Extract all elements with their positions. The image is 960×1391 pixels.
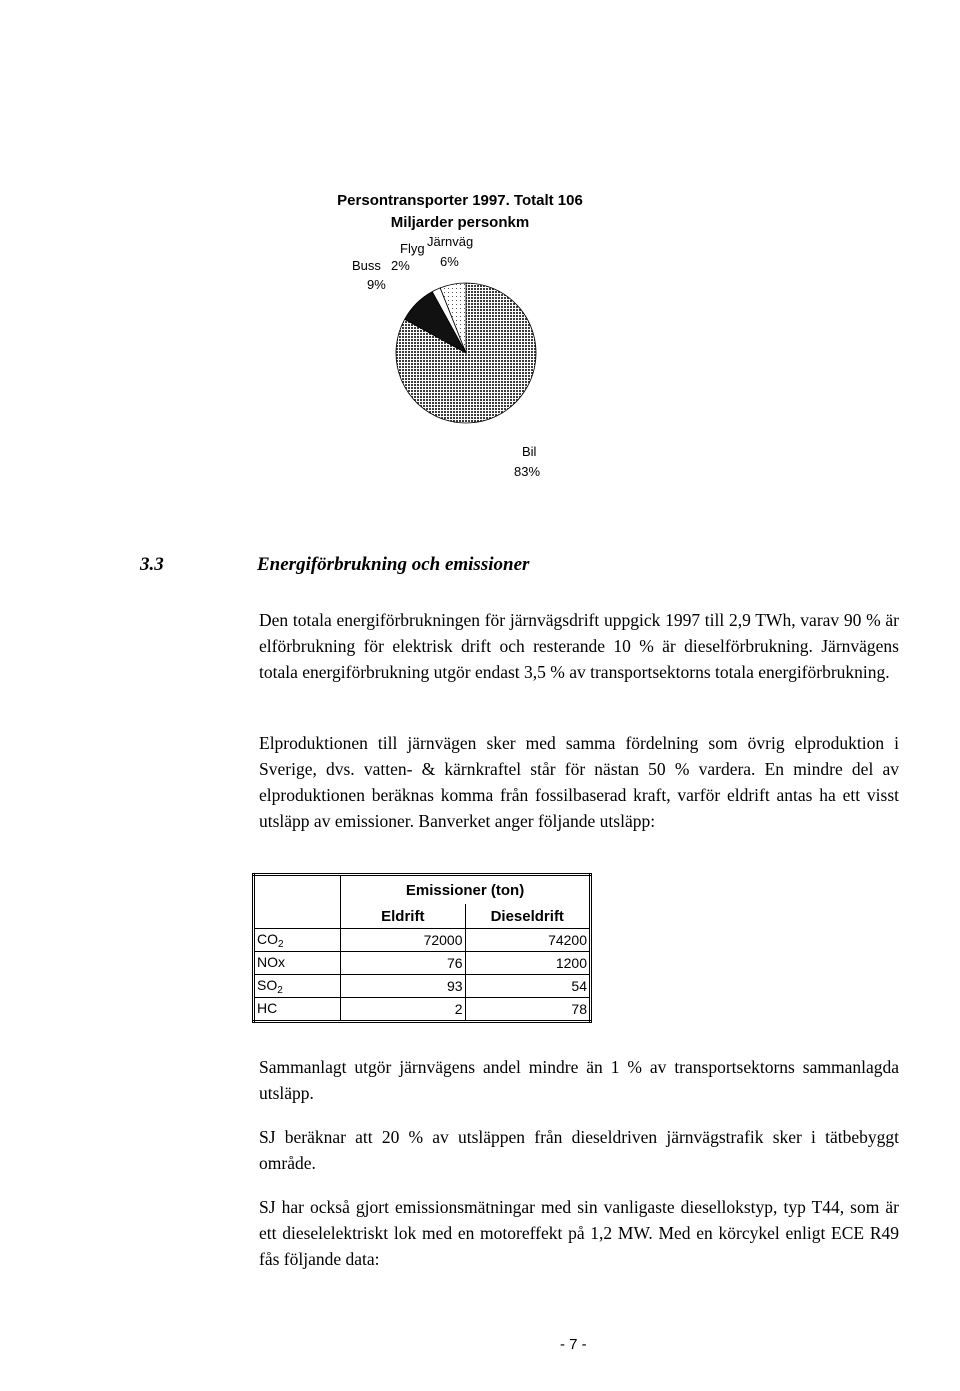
cell-eldrift: 76: [341, 952, 465, 975]
page-number: - 7 -: [560, 1336, 587, 1353]
column-header-eldrift: Eldrift: [341, 904, 465, 929]
paragraph-t44-measurement: SJ har också gjort emissionsmätningar med sin vanligaste diesellokstyp, typ T44, som är ett dieselelektriskt lok med en motoreffekt på 1,2 MW. Med en körcykel enligt ECE R49 fås följande data:: [259, 1197, 899, 1269]
pie-label-bil: Bil: [522, 444, 537, 459]
pie-value-flyg: 2%: [391, 258, 410, 273]
table-row: [254, 952, 591, 975]
pie-value-bil: 83%: [514, 464, 541, 479]
pie-chart: [0, 0, 960, 560]
chart-title-line2: Miljarder personkm: [390, 214, 530, 231]
paragraph-total-share: Sammanlagt utgör järnvägens andel mindre än 1 % av transportsektorns sammanlagda utsläpp.: [259, 1057, 899, 1103]
table-row: [254, 929, 591, 952]
row-label: $CO_2$: [254, 929, 341, 952]
chart-title-line1: Persontransporter 1997. Totalt 106: [337, 192, 583, 209]
row-label: $SO_2$: [254, 975, 341, 998]
pie-label-jrnvg: Järnväg: [427, 234, 474, 249]
row-label: HC: [254, 998, 341, 1022]
cell-dieseldrift: 1200: [465, 952, 590, 975]
pie-label-buss: Buss: [352, 258, 381, 273]
column-header-dieseldrift: Dieseldrift: [465, 904, 590, 929]
section-title: Energiförbrukning och emissioner: [257, 554, 530, 575]
row-label: NOx: [254, 952, 341, 975]
pie-value-buss: 9%: [367, 277, 386, 292]
cell-dieseldrift: 54: [465, 975, 590, 998]
emissions-table: [252, 873, 592, 1023]
table-title: Emissioner (ton): [341, 875, 591, 905]
cell-eldrift: 93: [341, 975, 465, 998]
cell-eldrift: 2: [341, 998, 465, 1022]
table-row: [254, 975, 591, 998]
cell-dieseldrift: 74200: [465, 929, 590, 952]
section-number: 3.3: [140, 554, 164, 575]
table-row: [254, 998, 591, 1022]
pie-label-flyg: Flyg: [400, 241, 425, 256]
pie-value-jrnvg: 6%: [440, 254, 459, 269]
cell-eldrift: 72000: [341, 929, 465, 952]
paragraph-energy-use: Den totala energiförbrukningen för järnvägsdrift uppgick 1997 till 2,9 TWh, varav 90 % är elförbrukning för elektrisk drift och resterande 10 % är dieselförbrukning. Järnvägens totala energiförbrukning utgör endast 3,5 % av transportsektorns totala energiförbrukning.: [259, 610, 899, 682]
cell-dieseldrift: 78: [465, 998, 590, 1022]
paragraph-urban-share: SJ beräknar att 20 % av utsläppen från dieseldriven järnvägstrafik sker i tätbebyggt område.: [259, 1127, 899, 1173]
paragraph-electricity-production: Elproduktionen till järnvägen sker med samma fördelning som övrig elproduktion i Sverige, dvs. vatten- & kärnkraftel står för nästan 50 % vardera. En mindre del av elproduktionen beräknas komma från fossilbaserad kraft, varför eldrift antas ha ett visst utsläpp av emissioner. Banverket anger följande utsläpp:: [259, 733, 899, 831]
table-corner-cell: [254, 875, 341, 929]
